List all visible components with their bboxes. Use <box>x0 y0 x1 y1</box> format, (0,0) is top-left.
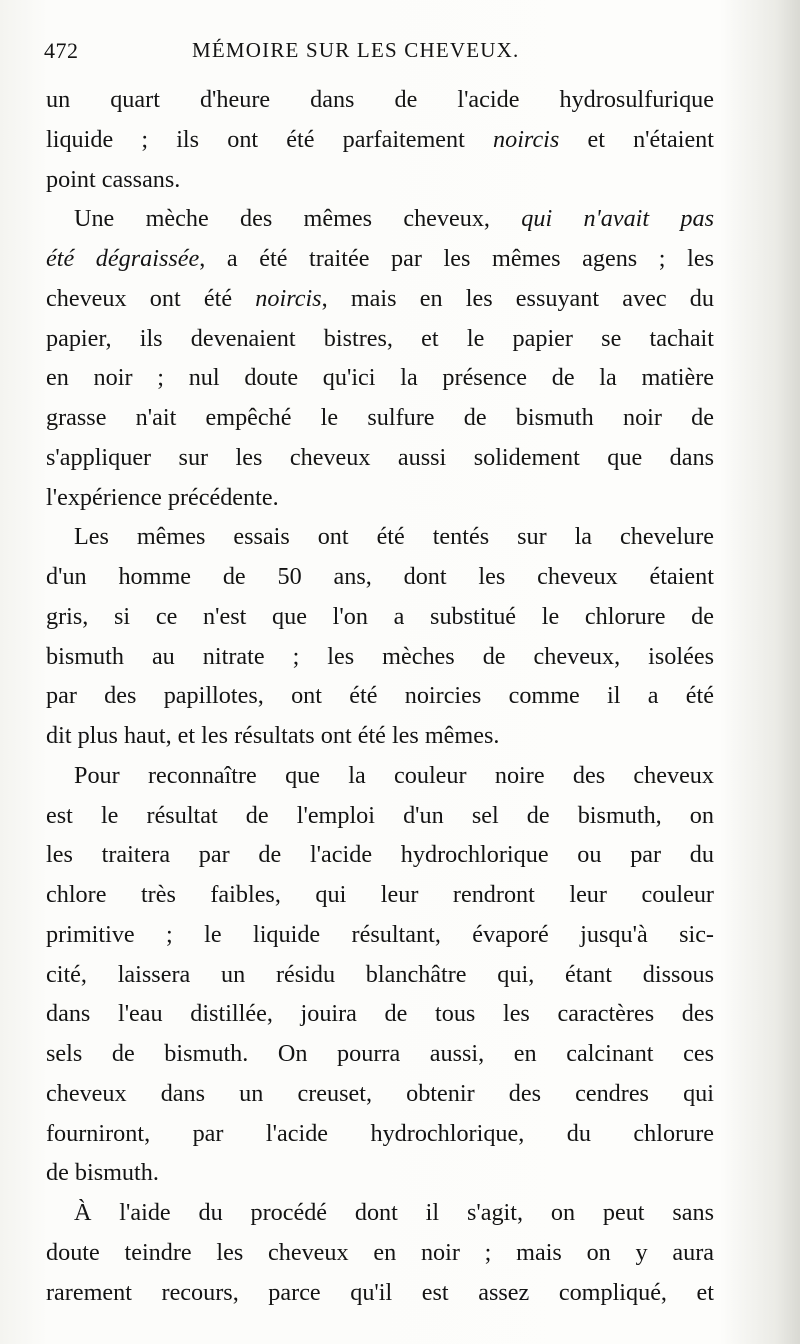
text-run: un quart d'heure dans de l'acide hydrosulfurique <box>46 86 714 113</box>
text-line <box>46 597 714 637</box>
text-run: dans l'eau distillée, jouira de tous les caractères des <box>46 1000 714 1028</box>
text-line <box>46 756 714 796</box>
text-line <box>46 1114 714 1154</box>
text-line <box>46 875 714 915</box>
text-line <box>46 1153 714 1193</box>
text-line <box>46 1233 714 1273</box>
text-run: les traitera par de l'acide hydrochlorique ou par du <box>46 841 714 869</box>
text-line <box>46 796 714 836</box>
text-line <box>46 120 714 160</box>
text-run: et n'étaient <box>559 125 714 153</box>
text-run: par des papillotes, ont été noircies comme il a été <box>46 682 714 710</box>
text-run: Les mêmes essais ont été tentés sur la chevelure <box>74 523 714 551</box>
text-line <box>46 199 714 239</box>
text-line <box>46 239 714 279</box>
text-line <box>46 1273 714 1313</box>
text-line <box>46 716 714 756</box>
text-run: primitive ; le liquide résultant, évaporé jusqu'à sic- <box>46 920 714 948</box>
text-line <box>46 557 714 597</box>
text-line <box>46 955 714 995</box>
text-run: grasse n'ait empêché le sulfure de bismuth noir de <box>46 404 714 431</box>
text-line <box>46 1193 714 1233</box>
text-run: Pour reconnaître que la couleur noire des cheveux <box>74 761 714 789</box>
text-run: liquide ; ils ont été parfaitement <box>46 125 494 153</box>
italic-text: noircis <box>255 284 322 312</box>
text-line <box>46 1034 714 1074</box>
text-run: de bismuth. <box>46 1159 159 1187</box>
text-line <box>46 438 714 478</box>
text-line <box>46 835 714 875</box>
text-run: sels de bismuth. On pourra aussi, en calcinant ces <box>46 1040 714 1067</box>
body-text <box>46 80 714 1312</box>
italic-text: noircis <box>493 125 560 153</box>
italic-text: qui n'avait pas <box>521 205 714 233</box>
text-run: fourniront, par l'acide hydrochlorique, du chlorure <box>46 1119 714 1147</box>
text-run: dit plus haut, et les résultats ont été les mêmes. <box>46 722 500 749</box>
text-run: À l'aide du procédé dont il s'agit, on peut sans <box>74 1199 714 1226</box>
text-run: cité, laissera un résidu blanchâtre qui, étant dissous <box>46 960 714 988</box>
text-run: en noir ; nul doute qu'ici la présence de la matière <box>46 364 714 392</box>
text-line <box>46 160 714 200</box>
text-run: rarement recours, parce qu'il est assez compliqué, et <box>46 1278 714 1306</box>
text-run: bismuth au nitrate ; les mèches de cheveux, isolées <box>46 642 714 670</box>
running-head <box>44 38 704 68</box>
running-title: MÉMOIRE SUR LES CHEVEUX. <box>192 38 520 62</box>
italic-text: été dégraissée <box>46 245 200 272</box>
text-line <box>46 517 714 557</box>
text-line <box>46 1074 714 1114</box>
text-run: est le résultat de l'emploi d'un sel de bismuth, on <box>46 801 714 829</box>
text-line <box>46 319 714 359</box>
text-line <box>46 915 714 955</box>
text-line <box>46 398 714 438</box>
text-line <box>46 676 714 716</box>
text-run: gris, si ce n'est que l'on a substitué le chlorure de <box>46 602 714 630</box>
text-line <box>46 994 714 1034</box>
text-run: point cassans. <box>46 165 181 193</box>
text-run: chlore très faibles, qui leur rendront leur couleur <box>46 881 714 908</box>
text-run: cheveux dans un creuset, obtenir des cendres qui <box>46 1079 714 1107</box>
text-run: d'un homme de 50 ans, dont les cheveux étaient <box>46 563 714 590</box>
text-line <box>46 478 714 518</box>
text-line <box>46 279 714 319</box>
text-run: l'expérience précédente. <box>46 483 279 511</box>
text-run: Une mèche des mêmes cheveux, <box>74 205 522 233</box>
text-run: , mais en les essuyant avec du <box>321 284 714 312</box>
text-run: s'appliquer sur les cheveux aussi solidement que dans <box>46 443 714 471</box>
text-run: papier, ils devenaient bistres, et le papier se tachait <box>46 324 714 352</box>
text-run: , a été traitée par les mêmes agens ; les <box>199 245 714 272</box>
text-run: cheveux ont été <box>46 284 256 312</box>
text-run: doute teindre les cheveux en noir ; mais on y aura <box>46 1238 714 1266</box>
page-number: 472 <box>44 38 79 63</box>
text-line <box>46 637 714 677</box>
text-line <box>46 80 714 120</box>
text-line <box>46 358 714 398</box>
